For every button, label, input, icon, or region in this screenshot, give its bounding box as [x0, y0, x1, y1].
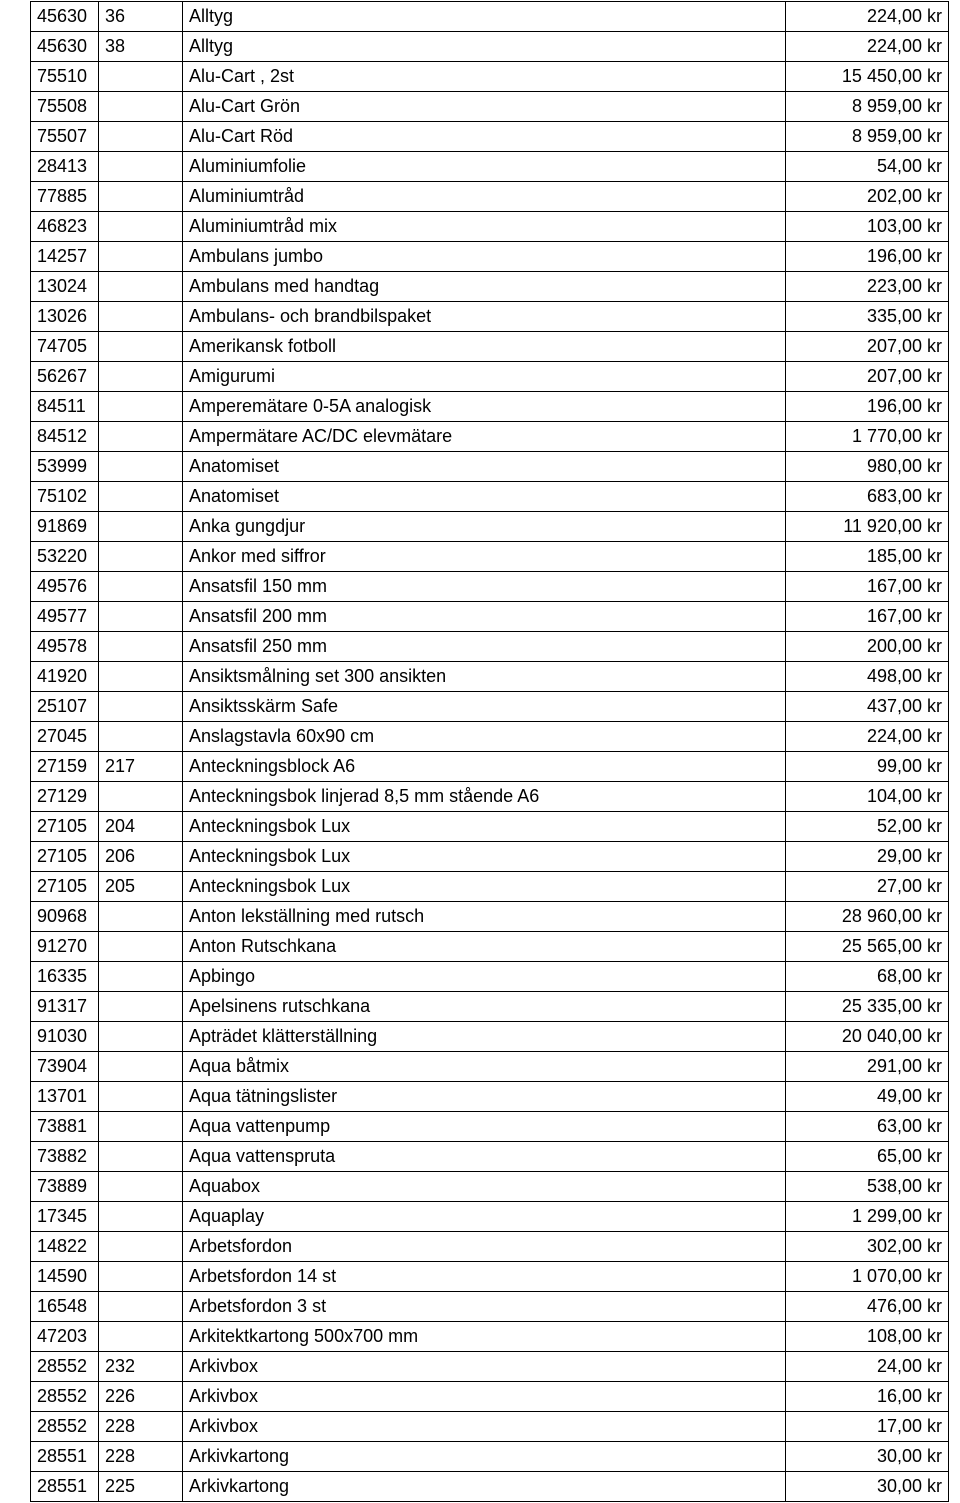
product-name-cell: Anslagstavla 60x90 cm	[183, 722, 786, 752]
price-cell: 1 070,00 kr	[786, 1262, 949, 1292]
price-cell: 437,00 kr	[786, 692, 949, 722]
table-row	[31, 872, 949, 902]
product-name-cell: Aluminiumtråd	[183, 182, 786, 212]
product-name-cell: Amigurumi	[183, 362, 786, 392]
table-row	[31, 2, 949, 32]
product-name-cell: Aqua vattenspruta	[183, 1142, 786, 1172]
article-number-cell: 28551	[31, 1472, 99, 1502]
table-row	[31, 1442, 949, 1472]
article-number-cell: 13024	[31, 272, 99, 302]
price-cell: 65,00 kr	[786, 1142, 949, 1172]
variant-number-cell	[99, 632, 183, 662]
price-cell: 25 335,00 kr	[786, 992, 949, 1022]
variant-number-cell	[99, 1232, 183, 1262]
variant-number-cell	[99, 482, 183, 512]
price-cell: 99,00 kr	[786, 752, 949, 782]
product-name-cell: Arbetsfordon	[183, 1232, 786, 1262]
price-list-table	[30, 1, 949, 1502]
price-cell: 224,00 kr	[786, 32, 949, 62]
variant-number-cell	[99, 1262, 183, 1292]
table-row	[31, 422, 949, 452]
variant-number-cell	[99, 1082, 183, 1112]
price-cell: 8 959,00 kr	[786, 122, 949, 152]
product-name-cell: Anton Rutschkana	[183, 932, 786, 962]
product-name-cell: Ansiktsskärm Safe	[183, 692, 786, 722]
product-name-cell: Arkivbox	[183, 1352, 786, 1382]
variant-number-cell	[99, 662, 183, 692]
variant-number-cell: 38	[99, 32, 183, 62]
variant-number-cell	[99, 932, 183, 962]
variant-number-cell	[99, 1052, 183, 1082]
variant-number-cell	[99, 962, 183, 992]
variant-number-cell	[99, 572, 183, 602]
table-row	[31, 632, 949, 662]
price-cell: 683,00 kr	[786, 482, 949, 512]
table-row	[31, 392, 949, 422]
table-row	[31, 1112, 949, 1142]
variant-number-cell	[99, 512, 183, 542]
variant-number-cell: 217	[99, 752, 183, 782]
table-row	[31, 1082, 949, 1112]
variant-number-cell: 228	[99, 1412, 183, 1442]
price-cell: 49,00 kr	[786, 1082, 949, 1112]
article-number-cell: 16548	[31, 1292, 99, 1322]
product-name-cell: Anteckningsbok Lux	[183, 872, 786, 902]
table-row	[31, 932, 949, 962]
price-cell: 28 960,00 kr	[786, 902, 949, 932]
product-name-cell: Anteckningsblock A6	[183, 752, 786, 782]
table-row	[31, 842, 949, 872]
price-cell: 185,00 kr	[786, 542, 949, 572]
table-row	[31, 62, 949, 92]
price-cell: 30,00 kr	[786, 1472, 949, 1502]
product-name-cell: Ampermätare AC/DC elevmätare	[183, 422, 786, 452]
price-cell: 103,00 kr	[786, 212, 949, 242]
article-number-cell: 90968	[31, 902, 99, 932]
table-row	[31, 602, 949, 632]
price-cell: 167,00 kr	[786, 602, 949, 632]
table-row	[31, 692, 949, 722]
price-cell: 335,00 kr	[786, 302, 949, 332]
table-row	[31, 752, 949, 782]
variant-number-cell	[99, 152, 183, 182]
article-number-cell: 75510	[31, 62, 99, 92]
article-number-cell: 75102	[31, 482, 99, 512]
table-row	[31, 1292, 949, 1322]
table-row	[31, 212, 949, 242]
price-cell: 202,00 kr	[786, 182, 949, 212]
article-number-cell: 56267	[31, 362, 99, 392]
variant-number-cell	[99, 1142, 183, 1172]
article-number-cell: 27105	[31, 812, 99, 842]
price-cell: 207,00 kr	[786, 362, 949, 392]
table-row	[31, 152, 949, 182]
variant-number-cell: 206	[99, 842, 183, 872]
product-name-cell: Anteckningsbok Lux	[183, 842, 786, 872]
article-number-cell: 27105	[31, 872, 99, 902]
variant-number-cell	[99, 1292, 183, 1322]
variant-number-cell	[99, 212, 183, 242]
table-row	[31, 122, 949, 152]
table-row	[31, 1052, 949, 1082]
price-cell: 224,00 kr	[786, 2, 949, 32]
product-name-cell: Ambulans med handtag	[183, 272, 786, 302]
table-row	[31, 32, 949, 62]
table-row	[31, 1472, 949, 1502]
variant-number-cell	[99, 782, 183, 812]
product-name-cell: Alu-Cart Grön	[183, 92, 786, 122]
variant-number-cell	[99, 62, 183, 92]
article-number-cell: 27159	[31, 752, 99, 782]
variant-number-cell: 36	[99, 2, 183, 32]
variant-number-cell	[99, 1202, 183, 1232]
price-cell: 108,00 kr	[786, 1322, 949, 1352]
price-cell: 8 959,00 kr	[786, 92, 949, 122]
product-name-cell: Arbetsfordon 14 st	[183, 1262, 786, 1292]
article-number-cell: 84511	[31, 392, 99, 422]
product-name-cell: Apbingo	[183, 962, 786, 992]
product-name-cell: Arkivkartong	[183, 1472, 786, 1502]
article-number-cell: 14257	[31, 242, 99, 272]
price-cell: 20 040,00 kr	[786, 1022, 949, 1052]
variant-number-cell	[99, 362, 183, 392]
variant-number-cell	[99, 452, 183, 482]
table-row	[31, 782, 949, 812]
product-name-cell: Ansatsfil 150 mm	[183, 572, 786, 602]
article-number-cell: 91030	[31, 1022, 99, 1052]
table-row	[31, 242, 949, 272]
product-name-cell: Ambulans jumbo	[183, 242, 786, 272]
price-cell: 27,00 kr	[786, 872, 949, 902]
product-name-cell: Apträdet klätterställning	[183, 1022, 786, 1052]
table-row	[31, 722, 949, 752]
product-name-cell: Aqua båtmix	[183, 1052, 786, 1082]
price-cell: 16,00 kr	[786, 1382, 949, 1412]
product-name-cell: Aquabox	[183, 1172, 786, 1202]
article-number-cell: 73881	[31, 1112, 99, 1142]
article-number-cell: 53220	[31, 542, 99, 572]
article-number-cell: 28551	[31, 1442, 99, 1472]
table-row	[31, 962, 949, 992]
table-row	[31, 1382, 949, 1412]
variant-number-cell: 226	[99, 1382, 183, 1412]
variant-number-cell	[99, 182, 183, 212]
article-number-cell: 14822	[31, 1232, 99, 1262]
product-name-cell: Ambulans- och brandbilspaket	[183, 302, 786, 332]
variant-number-cell	[99, 1322, 183, 1352]
variant-number-cell	[99, 422, 183, 452]
article-number-cell: 84512	[31, 422, 99, 452]
table-row	[31, 812, 949, 842]
variant-number-cell	[99, 992, 183, 1022]
price-cell: 224,00 kr	[786, 722, 949, 752]
article-number-cell: 14590	[31, 1262, 99, 1292]
product-name-cell: Anteckningsbok linjerad 8,5 mm stående A6	[183, 782, 786, 812]
article-number-cell: 27129	[31, 782, 99, 812]
product-name-cell: Aluminiumtråd mix	[183, 212, 786, 242]
table-row	[31, 452, 949, 482]
variant-number-cell: 228	[99, 1442, 183, 1472]
product-name-cell: Anton lekställning med rutsch	[183, 902, 786, 932]
price-cell: 68,00 kr	[786, 962, 949, 992]
article-number-cell: 28552	[31, 1352, 99, 1382]
product-name-cell: Arkitektkartong 500x700 mm	[183, 1322, 786, 1352]
variant-number-cell: 225	[99, 1472, 183, 1502]
article-number-cell: 91869	[31, 512, 99, 542]
article-number-cell: 45630	[31, 32, 99, 62]
article-number-cell: 53999	[31, 452, 99, 482]
table-row	[31, 902, 949, 932]
price-cell: 196,00 kr	[786, 242, 949, 272]
variant-number-cell	[99, 1112, 183, 1142]
article-number-cell: 16335	[31, 962, 99, 992]
product-name-cell: Ansatsfil 250 mm	[183, 632, 786, 662]
article-number-cell: 27105	[31, 842, 99, 872]
variant-number-cell	[99, 122, 183, 152]
product-name-cell: Alltyg	[183, 2, 786, 32]
variant-number-cell	[99, 602, 183, 632]
article-number-cell: 73904	[31, 1052, 99, 1082]
table-row	[31, 482, 949, 512]
product-name-cell: Amperemätare 0-5A analogisk	[183, 392, 786, 422]
article-number-cell: 13026	[31, 302, 99, 332]
table-row	[31, 182, 949, 212]
variant-number-cell	[99, 242, 183, 272]
variant-number-cell: 205	[99, 872, 183, 902]
price-cell: 104,00 kr	[786, 782, 949, 812]
article-number-cell: 46823	[31, 212, 99, 242]
table-row	[31, 1322, 949, 1352]
table-row	[31, 362, 949, 392]
price-cell: 63,00 kr	[786, 1112, 949, 1142]
article-number-cell: 41920	[31, 662, 99, 692]
product-name-cell: Ankor med siffror	[183, 542, 786, 572]
table-row	[31, 272, 949, 302]
price-cell: 24,00 kr	[786, 1352, 949, 1382]
article-number-cell: 91270	[31, 932, 99, 962]
product-name-cell: Apelsinens rutschkana	[183, 992, 786, 1022]
product-name-cell: Ansiktsmålning set 300 ansikten	[183, 662, 786, 692]
article-number-cell: 77885	[31, 182, 99, 212]
product-name-cell: Aqua tätningslister	[183, 1082, 786, 1112]
table-row	[31, 1262, 949, 1292]
price-cell: 1 299,00 kr	[786, 1202, 949, 1232]
price-cell: 196,00 kr	[786, 392, 949, 422]
article-number-cell: 75508	[31, 92, 99, 122]
price-cell: 15 450,00 kr	[786, 62, 949, 92]
variant-number-cell	[99, 542, 183, 572]
article-number-cell: 28552	[31, 1412, 99, 1442]
price-cell: 476,00 kr	[786, 1292, 949, 1322]
table-row	[31, 572, 949, 602]
product-name-cell: Alu-Cart Röd	[183, 122, 786, 152]
product-name-cell: Arbetsfordon 3 st	[183, 1292, 786, 1322]
article-number-cell: 13701	[31, 1082, 99, 1112]
variant-number-cell: 204	[99, 812, 183, 842]
price-cell: 200,00 kr	[786, 632, 949, 662]
table-row	[31, 1232, 949, 1262]
article-number-cell: 74705	[31, 332, 99, 362]
price-cell: 29,00 kr	[786, 842, 949, 872]
article-number-cell: 28413	[31, 152, 99, 182]
article-number-cell: 47203	[31, 1322, 99, 1352]
article-number-cell: 49576	[31, 572, 99, 602]
variant-number-cell	[99, 692, 183, 722]
price-cell: 54,00 kr	[786, 152, 949, 182]
price-cell: 980,00 kr	[786, 452, 949, 482]
product-name-cell: Aquaplay	[183, 1202, 786, 1232]
product-name-cell: Aluminiumfolie	[183, 152, 786, 182]
variant-number-cell	[99, 1172, 183, 1202]
article-number-cell: 73889	[31, 1172, 99, 1202]
article-number-cell: 27045	[31, 722, 99, 752]
price-cell: 291,00 kr	[786, 1052, 949, 1082]
product-name-cell: Alltyg	[183, 32, 786, 62]
price-cell: 1 770,00 kr	[786, 422, 949, 452]
table-row	[31, 1022, 949, 1052]
product-name-cell: Arkivbox	[183, 1382, 786, 1412]
variant-number-cell	[99, 302, 183, 332]
price-cell: 30,00 kr	[786, 1442, 949, 1472]
table-row	[31, 512, 949, 542]
table-row	[31, 92, 949, 122]
variant-number-cell	[99, 722, 183, 752]
article-number-cell: 49577	[31, 602, 99, 632]
product-name-cell: Alu-Cart , 2st	[183, 62, 786, 92]
table-row	[31, 1202, 949, 1232]
article-number-cell: 73882	[31, 1142, 99, 1172]
article-number-cell: 45630	[31, 2, 99, 32]
table-row	[31, 1172, 949, 1202]
product-name-cell: Arkivbox	[183, 1412, 786, 1442]
price-cell: 167,00 kr	[786, 572, 949, 602]
price-cell: 223,00 kr	[786, 272, 949, 302]
product-name-cell: Ansatsfil 200 mm	[183, 602, 786, 632]
price-cell: 207,00 kr	[786, 332, 949, 362]
article-number-cell: 28552	[31, 1382, 99, 1412]
price-cell: 25 565,00 kr	[786, 932, 949, 962]
table-row	[31, 1412, 949, 1442]
article-number-cell: 91317	[31, 992, 99, 1022]
price-cell: 498,00 kr	[786, 662, 949, 692]
article-number-cell: 75507	[31, 122, 99, 152]
table-row	[31, 1352, 949, 1382]
product-name-cell: Anteckningsbok Lux	[183, 812, 786, 842]
variant-number-cell	[99, 1022, 183, 1052]
variant-number-cell	[99, 902, 183, 932]
product-name-cell: Anatomiset	[183, 452, 786, 482]
variant-number-cell	[99, 272, 183, 302]
product-name-cell: Arkivkartong	[183, 1442, 786, 1472]
price-cell: 11 920,00 kr	[786, 512, 949, 542]
price-cell: 17,00 kr	[786, 1412, 949, 1442]
product-name-cell: Amerikansk fotboll	[183, 332, 786, 362]
article-number-cell: 25107	[31, 692, 99, 722]
article-number-cell: 17345	[31, 1202, 99, 1232]
variant-number-cell	[99, 332, 183, 362]
table-row	[31, 302, 949, 332]
price-cell: 302,00 kr	[786, 1232, 949, 1262]
table-row	[31, 662, 949, 692]
variant-number-cell	[99, 92, 183, 122]
product-name-cell: Anatomiset	[183, 482, 786, 512]
price-list-body	[31, 2, 949, 1502]
variant-number-cell: 232	[99, 1352, 183, 1382]
table-row	[31, 542, 949, 572]
table-row	[31, 992, 949, 1022]
price-cell: 538,00 kr	[786, 1172, 949, 1202]
product-name-cell: Aqua vattenpump	[183, 1112, 786, 1142]
article-number-cell: 49578	[31, 632, 99, 662]
variant-number-cell	[99, 392, 183, 422]
product-name-cell: Anka gungdjur	[183, 512, 786, 542]
table-row	[31, 332, 949, 362]
price-cell: 52,00 kr	[786, 812, 949, 842]
table-row	[31, 1142, 949, 1172]
